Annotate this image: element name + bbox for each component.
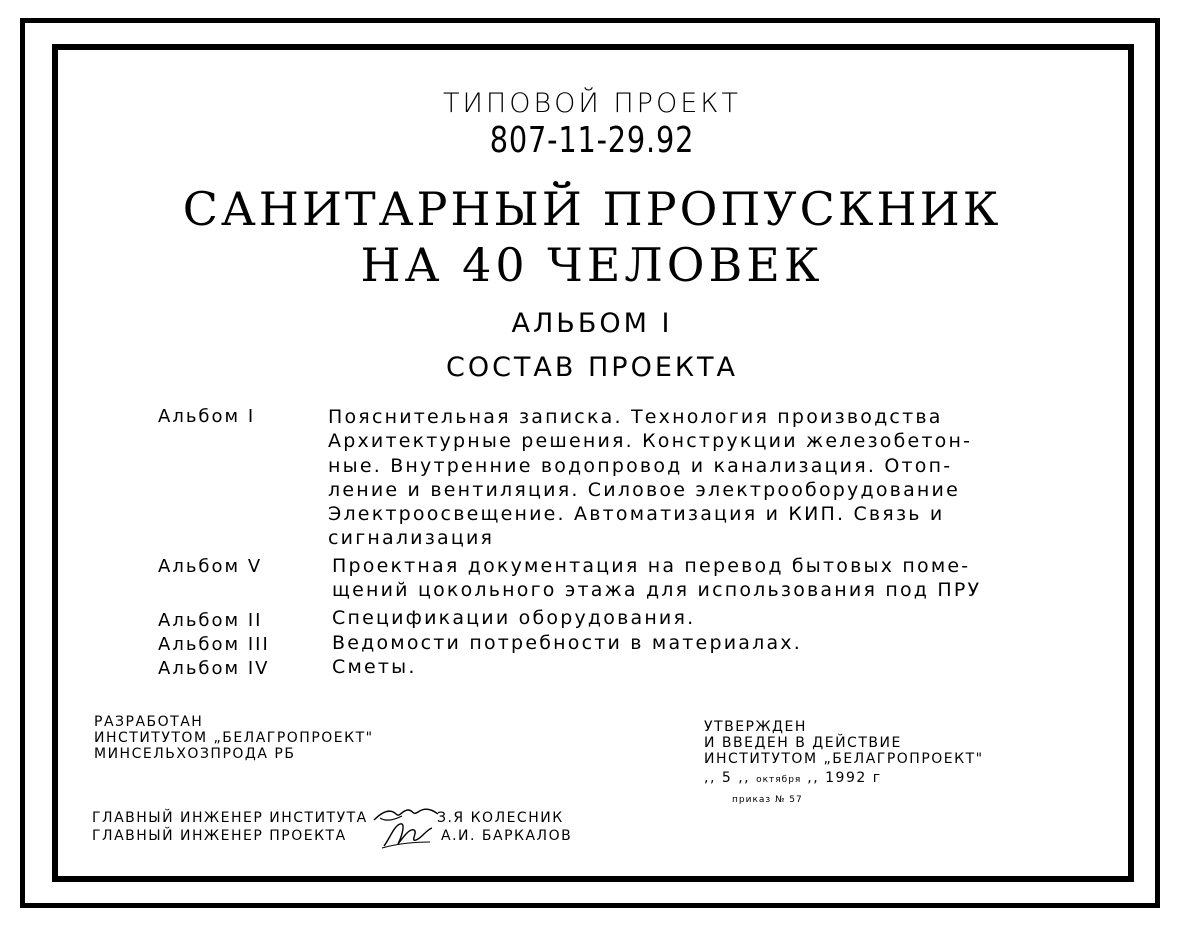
album-heading: АЛЬБОМ I xyxy=(511,308,673,339)
developed-block xyxy=(94,714,374,762)
title-line-1: САНИТАРНЫЙ ПРОПУСКНИК xyxy=(182,182,1002,236)
approved-year: ,, 1992 г xyxy=(807,770,882,786)
album-description xyxy=(328,405,972,551)
album-line: щений цокольного этажа для использования под ПРУ xyxy=(332,579,982,602)
type-label: ТИПОВОЙ ПРОЕКТ xyxy=(443,88,741,119)
composition-heading: СОСТАВ ПРОЕКТА xyxy=(445,352,739,383)
signature-2-image xyxy=(380,818,436,852)
album-name: Альбом V xyxy=(158,556,263,577)
album-name: Альбом II xyxy=(158,610,263,631)
project-number: 807-11-29.92 xyxy=(489,120,695,161)
album-line: сигнализация xyxy=(328,527,495,550)
album-line: Пояснительная записка. Технология производства xyxy=(328,406,943,428)
signature-row-1-name: З.Я КОЛЕСНИК xyxy=(437,810,564,826)
approved-date xyxy=(704,770,984,788)
album-line: Электроосвещение. Автоматизация и КИП. Связь и xyxy=(328,503,945,526)
approved-block xyxy=(704,719,984,808)
signature-row-1-title: ГЛАВНЫЙ ИНЖЕНЕР ИНСТИТУТА xyxy=(92,810,368,826)
album-description xyxy=(332,554,981,603)
album-line: ные. Внутренние водопровод и канализация. Отоп- xyxy=(328,454,953,477)
signature-row-2-name: А.И. БАРКАЛОВ xyxy=(441,828,573,844)
approved-order: приказ № 57 xyxy=(732,795,803,805)
approved-month: октября xyxy=(756,775,802,785)
album-name: Альбом III xyxy=(158,634,270,655)
album-line: Архитектурные решения. Конструкции железобетон- xyxy=(328,430,973,453)
album-name: Альбом I xyxy=(158,406,256,427)
album-line: Спецификации оборудования. xyxy=(332,607,696,629)
approved-day: ,, 5 ,, xyxy=(704,770,751,786)
approved-line: ИНСТИТУТОМ „БЕЛАГРОПРОЕКТ" xyxy=(704,751,984,767)
album-line: Сметы. xyxy=(332,656,417,678)
album-line: ление и вентиляция. Силовое электрооборудование xyxy=(328,478,960,501)
developed-line: РАЗРАБОТАН xyxy=(94,714,204,730)
approved-line: УТВЕРЖДЕН xyxy=(704,719,807,735)
album-line: Ведомости потребности в материалах. xyxy=(332,632,802,654)
signature-row-2-title: ГЛАВНЫЙ ИНЖЕНЕР ПРОЕКТА xyxy=(92,828,347,844)
developed-line: МИНСЕЛЬХОЗПРОДА РБ xyxy=(94,746,296,762)
album-line: Проектная документация на перевод бытовых поме- xyxy=(332,555,971,577)
title-line-2: НА 40 ЧЕЛОВЕК xyxy=(360,238,824,292)
developed-line: ИНСТИТУТОМ „БЕЛАГРОПРОЕКТ" xyxy=(94,730,374,746)
approved-line: И ВВЕДЕН В ДЕЙСТВИЕ xyxy=(704,735,902,751)
album-name: Альбом IV xyxy=(158,658,270,679)
